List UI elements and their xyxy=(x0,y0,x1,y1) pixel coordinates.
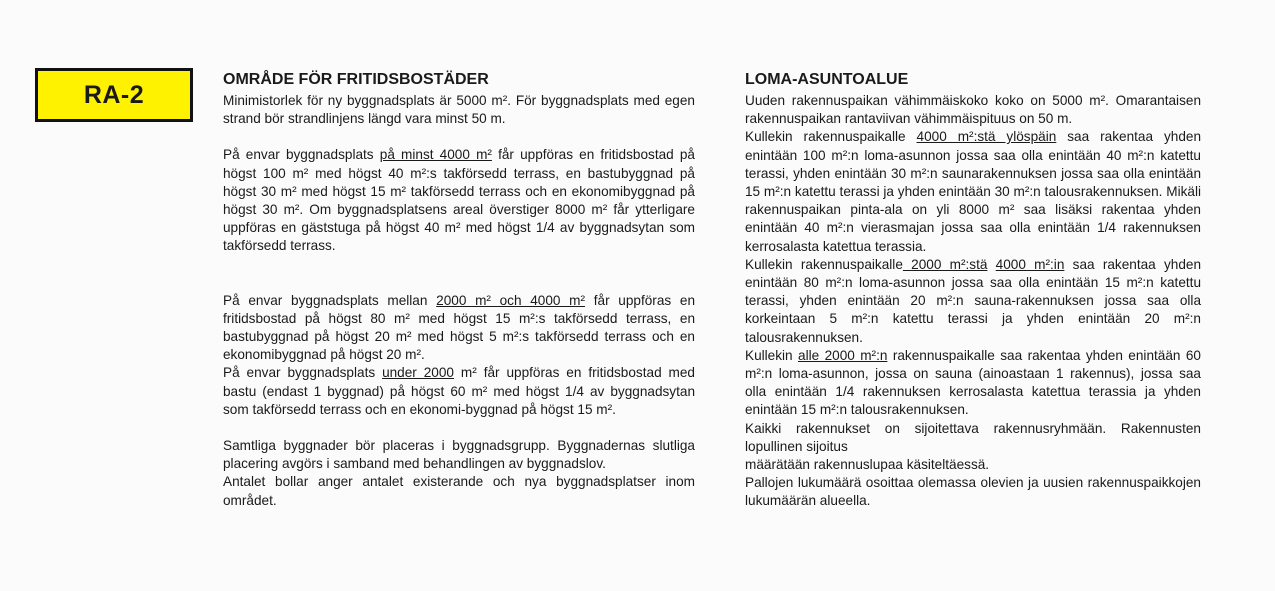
finnish-paragraph-1: Uuden rakennuspaikan vähimmäiskoko koko on 5000 m². Omarantaisen rakennuspaikan rantaviivan vähimmäispituus on 50 m. xyxy=(745,93,1201,127)
finnish-column xyxy=(745,70,1201,511)
swedish-title: OMRÅDE FÖR FRITIDSBOSTÄDER xyxy=(223,71,489,88)
underlined-area: 4000 m²:in xyxy=(995,256,1065,272)
underlined-area: 2000 m² och 4000 m² xyxy=(436,292,586,308)
underlined-area: under 2000 xyxy=(382,365,454,381)
swedish-paragraph-4: På envar byggnadsplats under 2000 m² får uppföras en fritidsbostad med bastu (endast 1 byggnad) på högst 60 m² med högst 1/4 av byggnadsytan som takförsedd terrass och en ekonomi-byggnad på högst 15 m². xyxy=(223,365,695,417)
underlined-area: 2000 m²:stä xyxy=(902,256,988,272)
zone-code-badge: RA-2 xyxy=(35,68,193,122)
swedish-paragraph-2: På envar byggnadsplats på minst 4000 m² får uppföras en fritidsbostad på högst 100 m² med högst 40 m²:s takförsedd terrass, en bastubyggnad på högst 30 m² med högst 15 m² takförsedd terrass och en ekonomibyggnad på högst 30 m². Om byggnadsplatsens areal överstiger 8000 m² får ytterligare uppföras en gäststuga på högst 40 m² med högst 1/4 av byggnadsytan som takförsedd terrass. xyxy=(223,147,695,254)
finnish-paragraph-4: Kullekin alle 2000 m²:n rakennuspaikalle saa rakentaa yhden enintään 60 m²:n loma-asunnon, jossa on sauna (ainoastaan 1 rakennus), jossa saa olla enintään 1/4 rakennuksen kerrosalasta katettua terassia ja yhden enintään 15 m²:n talousrakennuksen. xyxy=(745,347,1201,418)
finnish-paragraph-5b: määrätään rakennuslupaa käsiteltäessä. xyxy=(745,457,990,473)
swedish-paragraph-5: Samtliga byggnader bör placeras i byggnadsgrupp. Byggnadernas slutliga placering avgörs i samband med behandlingen av byggnadslov. xyxy=(223,438,695,472)
finnish-paragraph-2: Kullekin rakennuspaikalle 4000 m²:stä ylöspäin saa rakentaa yhden enintään 100 m²:n loma-asunnon jossa saa olla enintään 40 m²:n katettu terassi, yhden enintään 30 m²:n saunarakennuksen jossa saa olla enintään 15 m²:n katettu terassi ja yhden enintään 30 m²:n talousrakennuksen. Mikäli rakennuspaikan pinta-ala on yli 8000 m² saa lisäksi rakentaa yhden enintään 40 m²:n vierasmajan jossa saa olla enintään 1/4 rakennuksen kerrosalasta katettua terassia. xyxy=(745,129,1202,254)
swedish-paragraph-1: Minimistorlek för ny byggnadsplats är 5000 m². För byggnadsplats med egen strand bör strandlinjens längd vara minst 50 m. xyxy=(223,93,695,127)
underlined-area: 4000 m²:stä ylöspäin xyxy=(916,129,1057,145)
underlined-area: alle 2000 m²:n xyxy=(798,347,888,363)
finnish-paragraph-6: Pallojen lukumäärä osoittaa olemassa olevien ja uusien rakennuspaikkojen lukumäärän alueella. xyxy=(745,475,1201,509)
swedish-column xyxy=(223,70,695,510)
swedish-paragraph-6: Antalet bollar anger antalet existerande och nya byggnadsplatser inom området. xyxy=(223,474,695,508)
finnish-title: LOMA-ASUNTOALUE xyxy=(745,71,909,88)
finnish-paragraph-3: Kullekin rakennuspaikalle 2000 m²:stä 4000 m²:in saa rakentaa yhden enintään 80 m²:n loma-asunnon jossa saa olla enintään 15 m²:n katettu terassi, yhden enintään 20 m²:n sauna-rakennuksen jossa saa olla korkeintaan 5 m²:n katettu terassi ja yhden enintään 20 m²:n talousrakennuksen. xyxy=(745,256,1202,345)
underlined-area: på minst 4000 m² xyxy=(379,147,492,163)
finnish-paragraph-5: Kaikki rakennukset on sijoitettava rakennusryhmään. Rakennusten lopullinen sijoitus xyxy=(745,420,1201,454)
swedish-paragraph-3: På envar byggnadsplats mellan 2000 m² och 4000 m² får uppföras en fritidsbostad på högst 80 m² med högst 15 m²:s takförsedd terrass, en bastubyggnad på högst 20 m² med högst 5 m²:s takförsedd terrass och en ekonomibyggnad på högst 20 m². xyxy=(223,292,696,363)
